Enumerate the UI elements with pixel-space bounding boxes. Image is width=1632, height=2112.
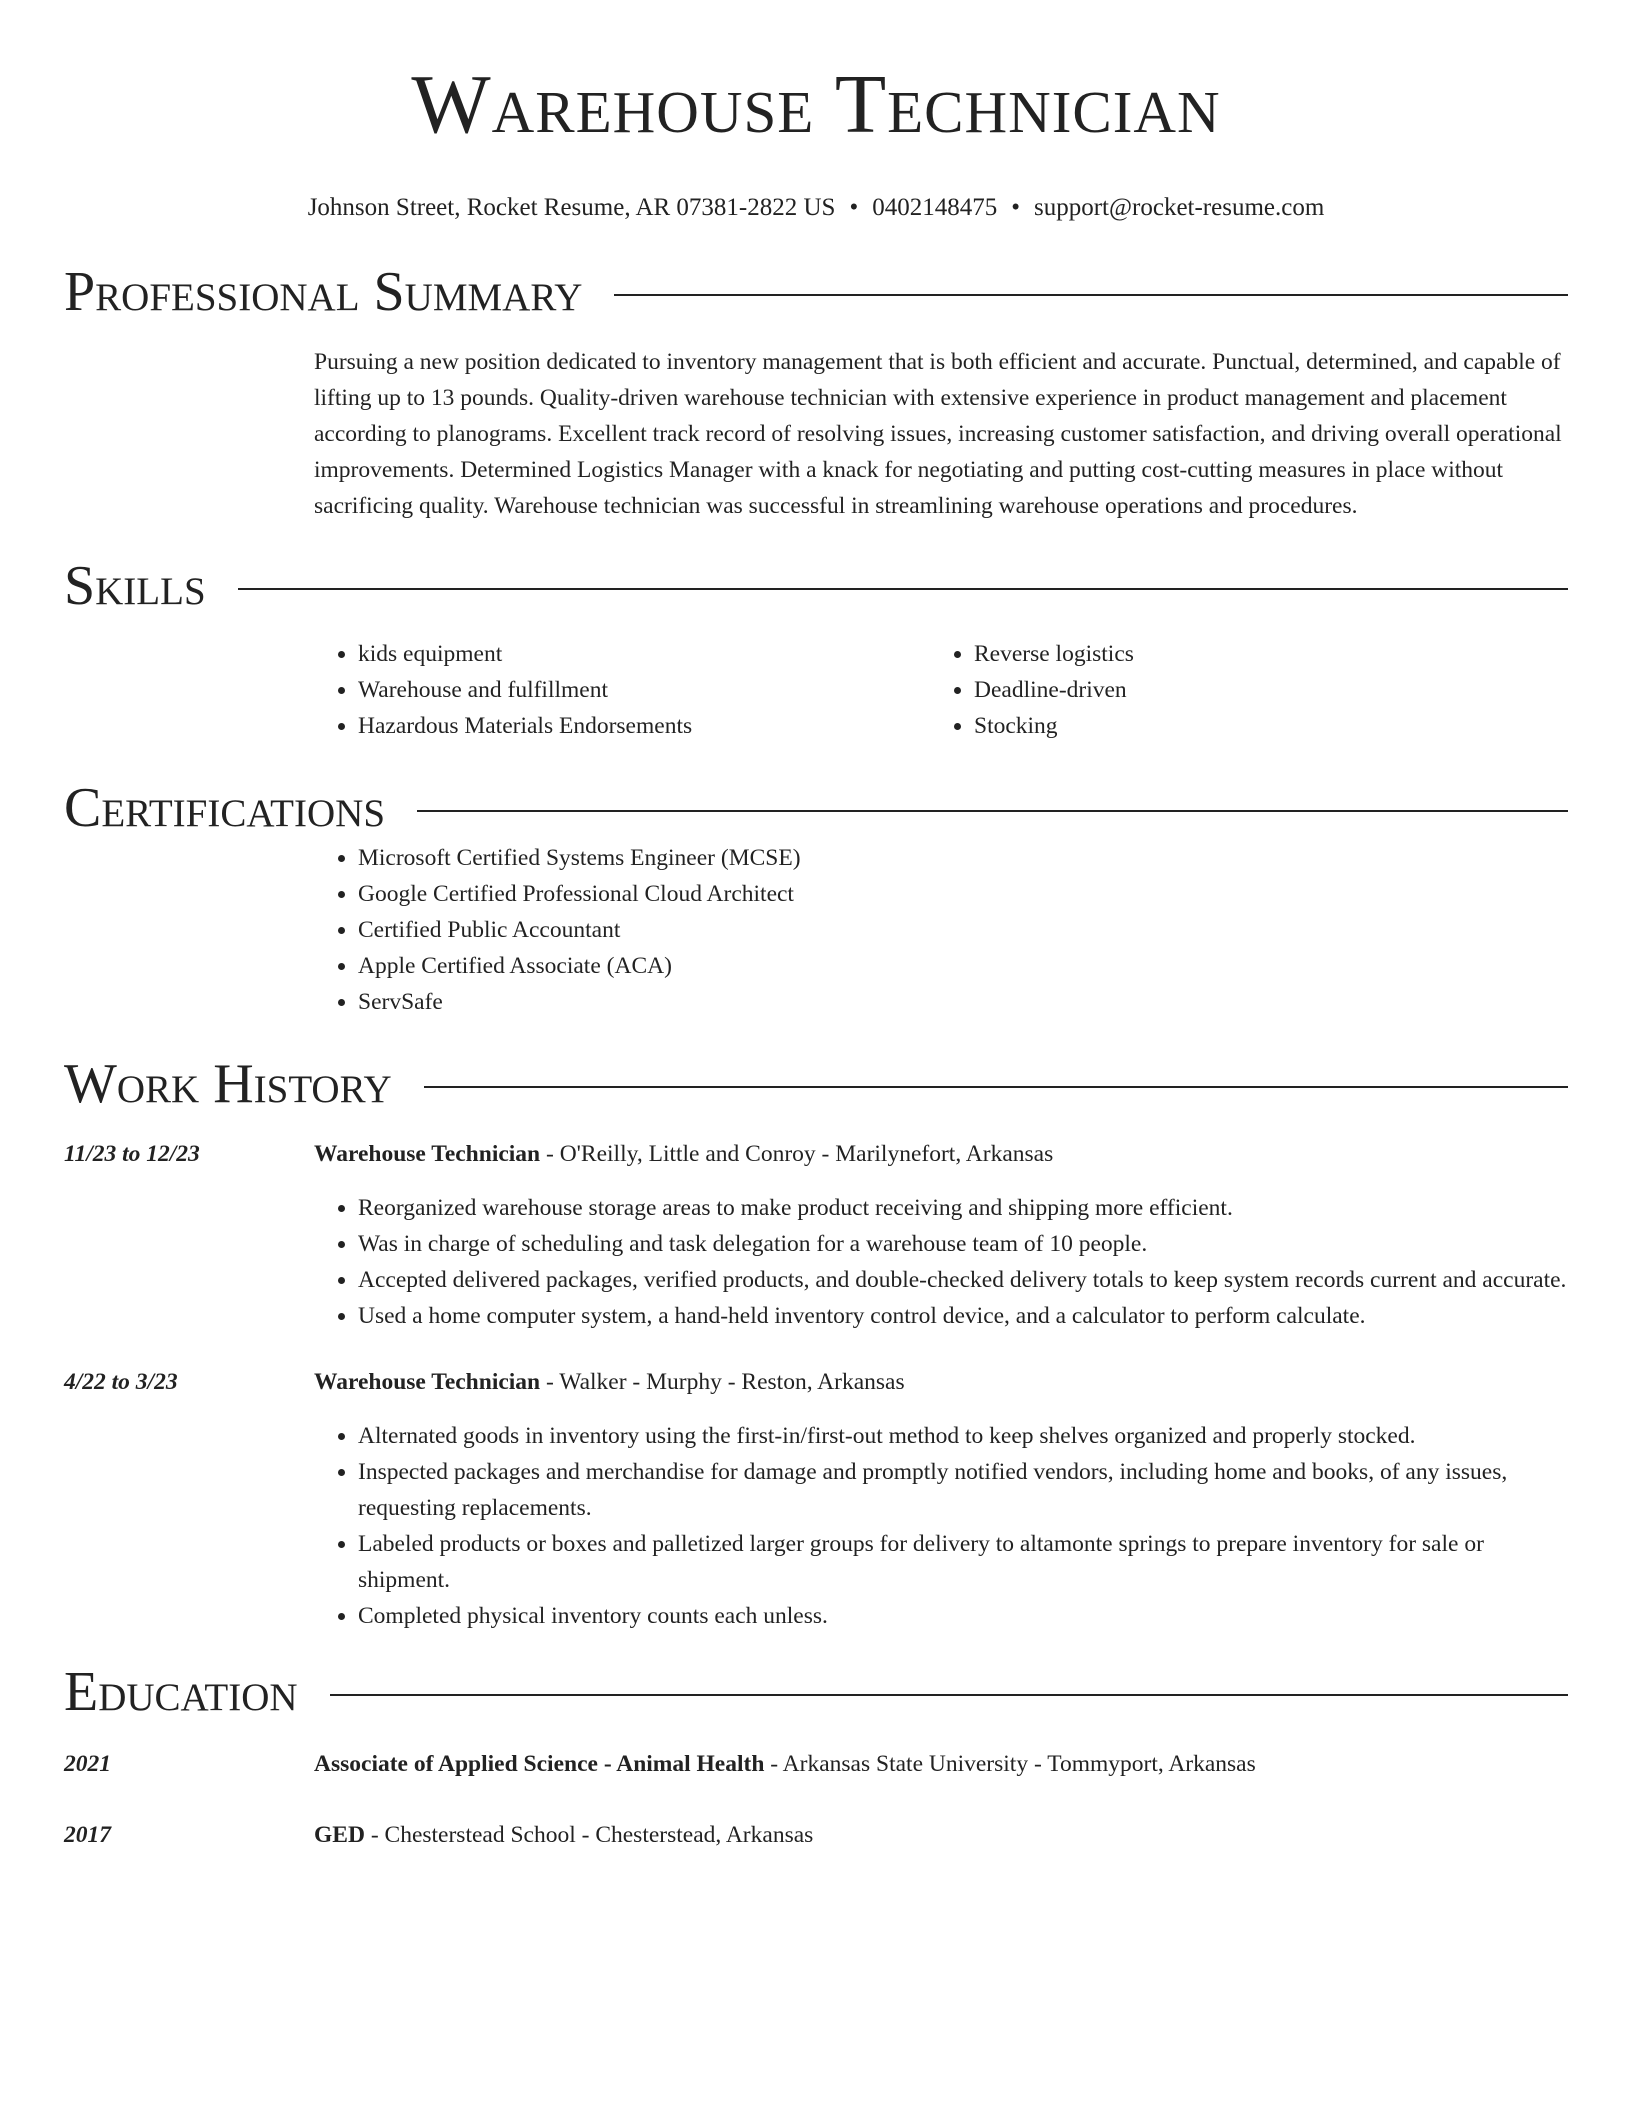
- job-bullet: • Alternated goods in inventory using the first-in/first-out method to keep shelves organized and properly stocked.: [358, 1418, 1568, 1454]
- skills-column-left: [314, 636, 930, 744]
- section-divider: [238, 588, 1568, 590]
- education-year: 2021: [64, 1751, 111, 1777]
- job-details: - Walker - Murphy - Reston, Arkansas: [540, 1369, 905, 1395]
- skills-section: [64, 636, 1568, 744]
- skill-item: • Deadline-driven: [974, 672, 1546, 708]
- job-bullet: • Labeled products or boxes and palletized larger groups for delivery to altamonte springs to prepare inventory for sale or shipment.: [358, 1526, 1568, 1598]
- contact-address: Johnson Street, Rocket Resume, AR 07381-2822 US: [307, 194, 836, 221]
- education-entry: [64, 1746, 1568, 1782]
- contact-email: support@rocket-resume.com: [1034, 194, 1325, 221]
- job-content: [314, 1364, 1568, 1634]
- contact-separator: •: [1011, 194, 1020, 221]
- certification-item: • Certified Public Accountant: [358, 912, 1568, 948]
- summary-section-header: [64, 260, 1568, 324]
- education-details: - Arkansas State University - Tommyport, Arkansas: [764, 1751, 1256, 1777]
- skill-item: • Warehouse and fulfillment: [358, 672, 930, 708]
- job-bullets: [314, 1190, 1568, 1334]
- education-content: [314, 1817, 1568, 1853]
- job-title-line: [314, 1136, 1568, 1172]
- work-heading: Work History: [64, 1053, 392, 1115]
- skill-item: • kids equipment: [358, 636, 930, 672]
- section-divider: [417, 810, 1568, 812]
- job-title: Warehouse Technician: [314, 1369, 541, 1395]
- certification-item: • Apple Certified Associate (ACA): [358, 948, 1568, 984]
- job-bullets: [314, 1418, 1568, 1634]
- contact-phone: 0402148475: [872, 194, 998, 221]
- job-title: Warehouse Technician: [314, 1141, 541, 1167]
- education-section-header: [64, 1660, 1568, 1724]
- skill-item: • Stocking: [974, 708, 1546, 744]
- skills-section-header: [64, 554, 1568, 618]
- skill-item: • Hazardous Materials Endorsements: [358, 708, 930, 744]
- skill-item: • Reverse logistics: [974, 636, 1546, 672]
- summary-section: [64, 344, 1568, 524]
- education-entry: [64, 1817, 1568, 1853]
- education-details: - Chesterstead School - Chesterstead, Arkansas: [364, 1822, 814, 1848]
- job-bullet: • Inspected packages and merchandise for damage and promptly notified vendors, including home and books, of any issues, requesting replacements.: [358, 1454, 1568, 1526]
- job-bullet: • Accepted delivered packages, verified products, and double-checked delivery totals to keep system records current and accurate.: [358, 1262, 1568, 1298]
- certification-item: • Google Certified Professional Cloud Architect: [358, 876, 1568, 912]
- job-bullet: • Used a home computer system, a hand-held inventory control device, and a calculator to perform calculate.: [358, 1298, 1568, 1334]
- section-divider: [614, 294, 1568, 296]
- job-details: - O'Reilly, Little and Conroy - Marilynefort, Arkansas: [540, 1141, 1054, 1167]
- education-degree: GED: [314, 1822, 365, 1848]
- certifications-list: [314, 840, 1568, 1020]
- skills-heading: Skills: [64, 555, 206, 617]
- job-title-line: [314, 1364, 1568, 1400]
- skills-column-right: [930, 636, 1546, 744]
- job-bullet: • Completed physical inventory counts each unless.: [358, 1598, 1568, 1634]
- job-dates: 11/23 to 12/23: [64, 1141, 200, 1167]
- summary-text: Pursuing a new position dedicated to inventory management that is both efficient and accurate. Punctual, determined, and capable of lifting up to 13 pounds. Quality-driven warehouse technician with extensive experience in product management and placement according to planograms. Excellent track record of resolving issues, increasing customer satisfaction, and driving overall operational improvements. Determined Logistics Manager with a knack for negotiating and putting cost-cutting measures in place without sacrificing quality. Warehouse technician was successful in streamlining warehouse operations and procedures.: [314, 349, 1562, 519]
- education-degree: Associate of Applied Science - Animal Health: [314, 1751, 765, 1777]
- certifications-section: [64, 840, 1568, 1020]
- certifications-heading: Certifications: [64, 777, 386, 839]
- certification-item: • Microsoft Certified Systems Engineer (MCSE): [358, 840, 1568, 876]
- work-section-header: [64, 1052, 1568, 1116]
- skills-list: [314, 636, 1568, 744]
- contact-line: [64, 192, 1568, 224]
- job-entry: [64, 1364, 1568, 1634]
- job-dates: 4/22 to 3/23: [64, 1369, 178, 1395]
- job-content: [314, 1136, 1568, 1334]
- contact-separator: •: [849, 194, 859, 221]
- certification-item: • ServSafe: [358, 984, 1568, 1020]
- section-divider: [424, 1086, 1568, 1088]
- job-bullet: • Reorganized warehouse storage areas to make product receiving and shipping more efficient.: [358, 1190, 1568, 1226]
- job-bullet: • Was in charge of scheduling and task delegation for a warehouse team of 10 people.: [358, 1226, 1568, 1262]
- certifications-section-header: [64, 776, 1568, 840]
- education-content: [314, 1746, 1568, 1782]
- education-heading: Education: [64, 1661, 298, 1723]
- candidate-title: Warehouse Technician: [411, 58, 1221, 151]
- summary-heading: Professional Summary: [64, 261, 583, 323]
- education-year: 2017: [64, 1822, 111, 1848]
- section-divider: [330, 1694, 1568, 1696]
- job-entry: [64, 1136, 1568, 1334]
